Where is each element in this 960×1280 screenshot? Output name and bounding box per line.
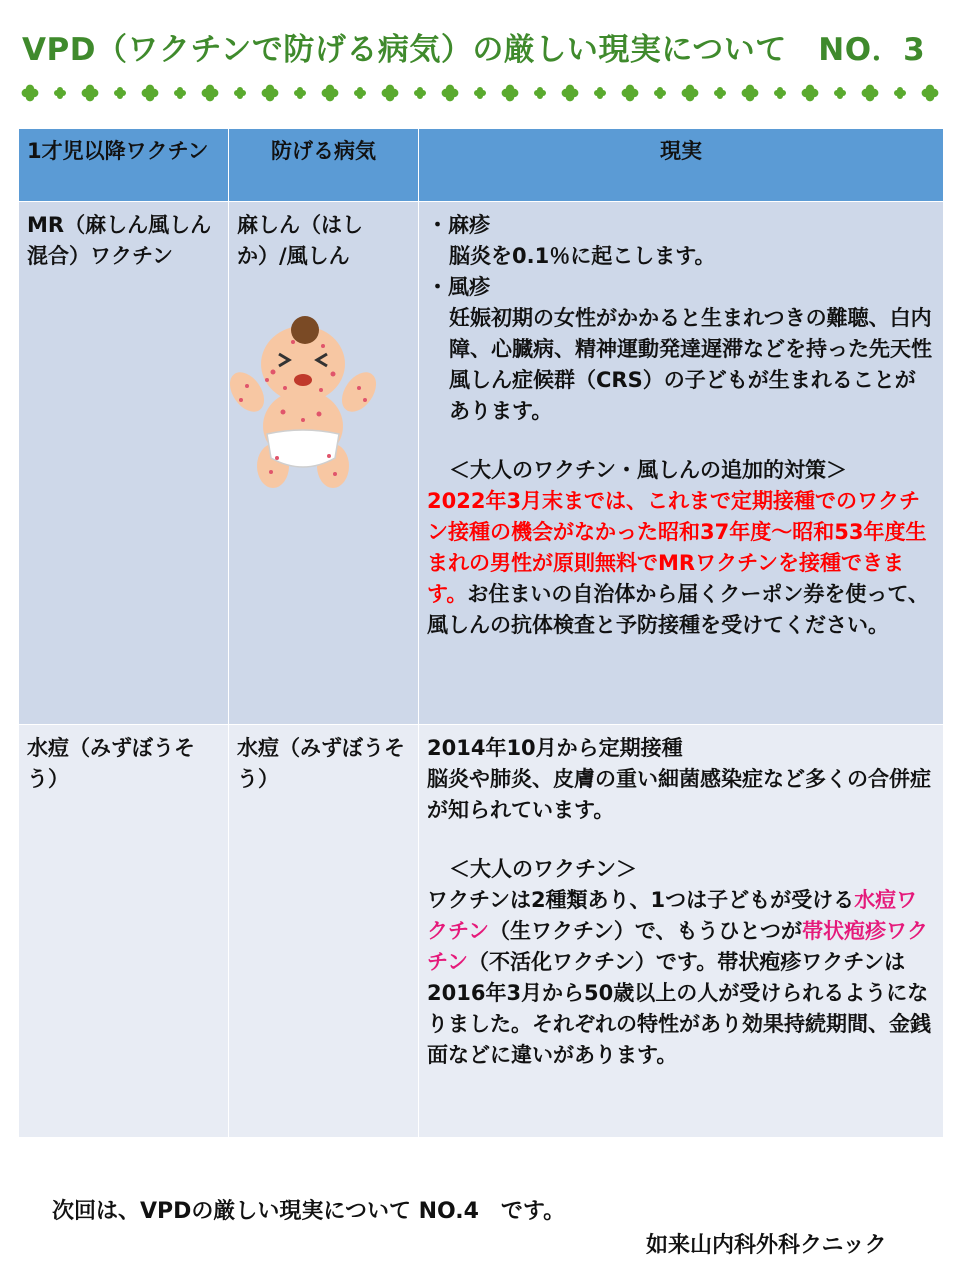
table-header-row bbox=[19, 129, 944, 202]
clover-icon bbox=[442, 85, 459, 102]
clover-icon bbox=[114, 87, 126, 99]
clover-icon bbox=[594, 87, 606, 99]
row2-vaccine: 水痘（みずぼうそう） bbox=[19, 725, 229, 1138]
clover-icon bbox=[474, 87, 486, 99]
header-vaccine: 1才児以降ワクチン bbox=[19, 129, 229, 202]
row1-disease: 麻しん（はしか）/風しん bbox=[237, 213, 363, 268]
shingles-vaccine-highlight: 帯状疱疹ワクチン bbox=[427, 919, 929, 974]
rubella-label: ・風疹 bbox=[427, 275, 490, 299]
clover-icon bbox=[294, 87, 306, 99]
header-disease: 防げる病気 bbox=[229, 129, 419, 202]
page-title: VPD（ワクチンで防げる病気）の厳しい現実について NO．3 bbox=[22, 32, 926, 68]
clover-icon bbox=[774, 87, 786, 99]
clover-icon bbox=[834, 87, 846, 99]
clover-icon bbox=[714, 87, 726, 99]
measles-text: 脳炎を0.1％に起こします。 bbox=[449, 244, 716, 268]
clover-icon bbox=[354, 87, 366, 99]
next-issue-note: 次回は、VPDの厳しい現実について NO.4 です。 bbox=[52, 1199, 566, 1224]
row1-vaccine: MR（麻しん風しん混合）ワクチン bbox=[19, 202, 229, 725]
clover-icon bbox=[54, 87, 66, 99]
clover-icon bbox=[234, 87, 246, 99]
vaccine-table bbox=[18, 128, 944, 1138]
clover-icon bbox=[894, 87, 906, 99]
baby-with-rash-illustration bbox=[223, 316, 383, 492]
rubella-coupon-text: お住まいの自治体から届くクーポン券を使って、風しんの抗体検査と予防接種を受けてください。 bbox=[427, 582, 929, 637]
clover-icon bbox=[174, 87, 186, 99]
clover-icon bbox=[22, 85, 39, 102]
table-row bbox=[19, 202, 944, 725]
vaccine-text-2: （生ワクチン）で、もうひとつが bbox=[488, 919, 803, 943]
rubella-text: 妊娠初期の女性がかかると生まれつきの難聴、白内障、心臓病、精神運動発達遅滞などを持った先天性風しん症候群（CRS）の子どもが生まれることがあります。 bbox=[449, 306, 932, 423]
varicella-schedule: 2014年10月から定期接種 bbox=[427, 736, 683, 760]
clover-icon bbox=[414, 87, 426, 99]
clover-icon bbox=[382, 85, 399, 102]
clover-icon bbox=[922, 85, 939, 102]
rubella-campaign-text: 2022年3月末までは、これまで定期接種でのワクチン接種の機会がなかった昭和37年度～昭和53年度生まれの男性が原則無料でMRワクチンを接種できます。 bbox=[427, 489, 927, 606]
varicella-vaccine-highlight: 水痘ワクチン bbox=[427, 888, 918, 943]
clover-icon bbox=[262, 85, 279, 102]
clover-icon bbox=[142, 85, 159, 102]
clover-icon bbox=[802, 85, 819, 102]
row1-reality bbox=[419, 202, 944, 725]
adult-vaccine-heading: ＜大人のワクチン＞ bbox=[449, 857, 637, 881]
vaccine-text-3: （不活化ワクチン）です。帯状疱疹ワクチンは2016年3月から50歳以上の人が受けられるようになりました。それぞれの特性があり効果持続期間、金銭面などに違いがあります。 bbox=[427, 950, 931, 1067]
clover-icon bbox=[862, 85, 879, 102]
clover-icon bbox=[322, 85, 339, 102]
varicella-complications: 脳炎や肺炎、皮膚の重い細菌感染症など多くの合併症が知られています。 bbox=[427, 767, 931, 822]
header-reality: 現実 bbox=[419, 129, 944, 202]
clover-icon bbox=[682, 85, 699, 102]
clover-icon bbox=[562, 85, 579, 102]
clover-icon bbox=[654, 87, 666, 99]
measles-label: ・麻疹 bbox=[427, 213, 490, 237]
row1-disease-cell bbox=[229, 202, 419, 725]
table-row bbox=[19, 725, 944, 1138]
adult-rubella-heading: ＜大人のワクチン・風しんの追加的対策＞ bbox=[449, 458, 847, 482]
row2-disease: 水痘（みずぼうそう） bbox=[229, 725, 419, 1138]
clover-icon bbox=[502, 85, 519, 102]
clover-icon bbox=[742, 85, 759, 102]
clinic-name: 如来山内科外科クニック bbox=[646, 1233, 887, 1258]
clover-border bbox=[16, 82, 946, 104]
clover-icon bbox=[202, 85, 219, 102]
vaccine-text-1: ワクチンは2種類あり、1つは子どもが受ける bbox=[427, 888, 855, 912]
row2-reality bbox=[419, 725, 944, 1138]
clover-icon bbox=[622, 85, 639, 102]
clover-icon bbox=[534, 87, 546, 99]
clover-icon bbox=[82, 85, 99, 102]
